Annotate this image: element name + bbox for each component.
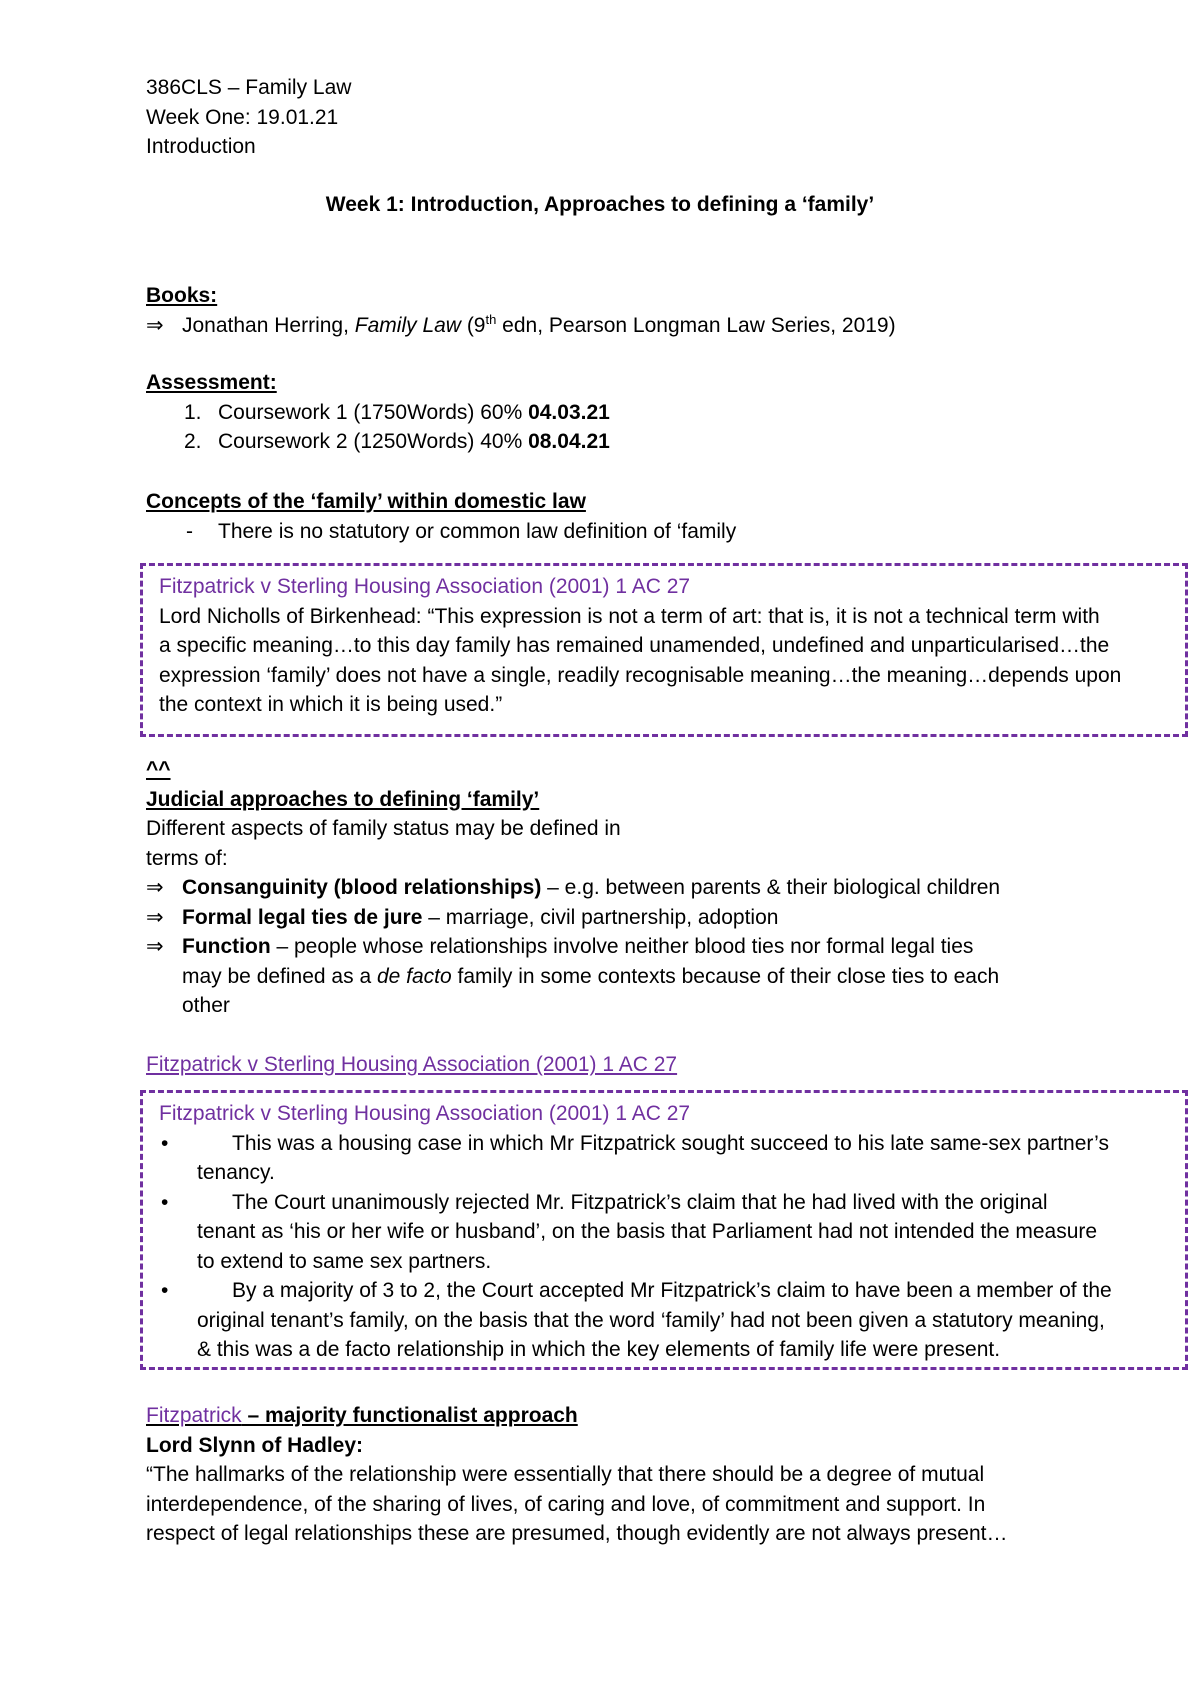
book-author: Jonathan Herring, (182, 313, 355, 337)
title-text: Week 1: Introduction, Approaches to defining a ‘family’ (325, 193, 875, 216)
case-bullet (159, 1276, 1112, 1365)
function-cont-post: family in some contexts because of their close ties to each (451, 964, 1000, 988)
bullet-dot-icon: • (161, 1279, 169, 1302)
bullet-line: tenant as ‘his or her wife or husband’, on the basis that Parliament had not intended the measure (197, 1220, 1098, 1243)
quote-line: the context in which it is being used.” (159, 693, 503, 716)
quote-line: “The hallmarks of the relationship were essentially that there should be a degree of mutual (146, 1463, 985, 1486)
book-title: Family Law (354, 313, 461, 337)
quote-line: respect of legal relationships these are presumed, though evidently are not always present… (146, 1522, 1008, 1545)
bullet-dot-icon: • (161, 1190, 169, 1214)
case-heading-link[interactable]: Fitzpatrick v Sterling Housing Association (2001) 1 AC 27 (146, 1053, 678, 1076)
intro-line: terms of: (146, 846, 228, 870)
bullet-line: The Court unanimously rejected Mr. Fitzpatrick’s claim that he had lived with the original (232, 1190, 1048, 1214)
approach-item (146, 873, 1000, 903)
item-number: 1. (184, 400, 202, 424)
judge-name: Lord Slynn of Hadley: (146, 1433, 364, 1457)
case-bullet (159, 1129, 1112, 1188)
page-title (0, 190, 1200, 220)
book-edition-sup: th (485, 311, 497, 327)
case-title: Fitzpatrick v Sterling Housing Association (2001) 1 AC 27 (159, 575, 691, 598)
majority-section (146, 1401, 1008, 1549)
quote-line: a specific meaning…to this day family has remained unamended, undefined and unparticularised…the (159, 634, 1110, 657)
concepts-heading: Concepts of the ‘family’ within domestic law (146, 490, 586, 513)
bullet-line: This was a housing case in which Mr Fitzpatrick sought succeed to his late same-sex partner’s (232, 1131, 1109, 1155)
judicial-section (146, 755, 1000, 1021)
majority-heading (146, 1401, 1008, 1431)
bullet-dot-icon: • (161, 1131, 169, 1155)
approach-desc: – marriage, civil partnership, adoption (422, 905, 779, 929)
bullet-line: By a majority of 3 to 2, the Court accepted Mr Fitzpatrick’s claim to have been a member of the (232, 1279, 1112, 1302)
book-edition-post: edn, Pearson Longman Law Series, 2019) (496, 313, 896, 337)
intro-line: Different aspects of family status may be defined in (146, 817, 621, 840)
arrow-bullet-icon: ⇒ (146, 876, 164, 899)
arrow-bullet-icon: ⇒ (146, 935, 164, 958)
concepts-item (146, 517, 736, 547)
week-date: Week One: 19.01.21 (146, 105, 339, 129)
bullet-line: & this was a de facto relationship in which the key elements of family life were present. (197, 1338, 1001, 1361)
caret-marker: ^^ (146, 758, 171, 781)
function-cont-pre: may be defined as a (182, 964, 377, 988)
quote-line: expression ‘family’ does not have a single, readily recognisable meaning…the meaning…depends upon (159, 663, 1122, 687)
quote-line: interdependence, of the sharing of lives, of caring and love, of commitment and support. In (146, 1492, 986, 1516)
assessment-item (146, 427, 610, 457)
assessment-section (146, 368, 610, 457)
assessment-item (146, 398, 610, 428)
function-cont2: other (182, 994, 230, 1017)
topic: Introduction (146, 135, 256, 158)
bullet-line: original tenant’s family, on the basis that the word ‘family’ had not been given a statutory meaning, (197, 1308, 1105, 1332)
book-item (146, 311, 896, 341)
assessment-heading: Assessment: (146, 371, 277, 394)
case-bullet (159, 1188, 1112, 1277)
quote-line: Lord Nicholls of Birkenhead: “This expression is not a term of art: that is, it is not a technical term with (159, 604, 1100, 628)
concepts-section (146, 487, 736, 546)
quote-box-1 (140, 563, 1188, 737)
approach-desc: – e.g. between parents & their biological children (541, 876, 1001, 899)
concepts-text: There is no statutory or common law definition of ‘family (218, 519, 737, 543)
item-date: 08.04.21 (528, 430, 610, 453)
book-edition-pre: (9 (460, 313, 486, 337)
case-title: Fitzpatrick v Sterling Housing Association (2001) 1 AC 27 (159, 1102, 691, 1125)
approach-name: Formal legal ties de jure (182, 905, 423, 929)
quote-box-2 (140, 1090, 1188, 1370)
bullet-line: tenancy. (197, 1161, 275, 1184)
arrow-bullet-icon: ⇒ (146, 313, 164, 337)
approach-item (146, 903, 1000, 933)
majority-heading-rest: – majority functionalist approach (241, 1404, 578, 1427)
item-text: Coursework 1 (1750Words) 60% (218, 400, 529, 424)
majority-heading-case[interactable]: Fitzpatrick (146, 1404, 242, 1427)
approach-name: Function (182, 935, 271, 958)
dash-bullet-icon: - (186, 519, 193, 543)
document-header (146, 73, 351, 162)
books-heading: Books: (146, 284, 218, 307)
item-text: Coursework 2 (1250Words) 40% (218, 430, 529, 453)
books-section (146, 281, 896, 340)
approach-item (146, 932, 1000, 1021)
approach-name: Consanguinity (blood relationships) (182, 876, 542, 899)
function-cont-italic: de facto (376, 964, 452, 988)
arrow-bullet-icon: ⇒ (146, 905, 164, 929)
case-heading-row (146, 1050, 677, 1080)
judicial-heading: Judicial approaches to defining ‘family’ (146, 787, 540, 811)
approach-desc: – people whose relationships involve neither blood ties nor formal legal ties (270, 935, 974, 958)
course-code: 386CLS – Family Law (146, 76, 352, 99)
bullet-line: to extend to same sex partners. (197, 1249, 492, 1273)
item-date: 04.03.21 (528, 400, 610, 424)
item-number: 2. (184, 430, 202, 453)
